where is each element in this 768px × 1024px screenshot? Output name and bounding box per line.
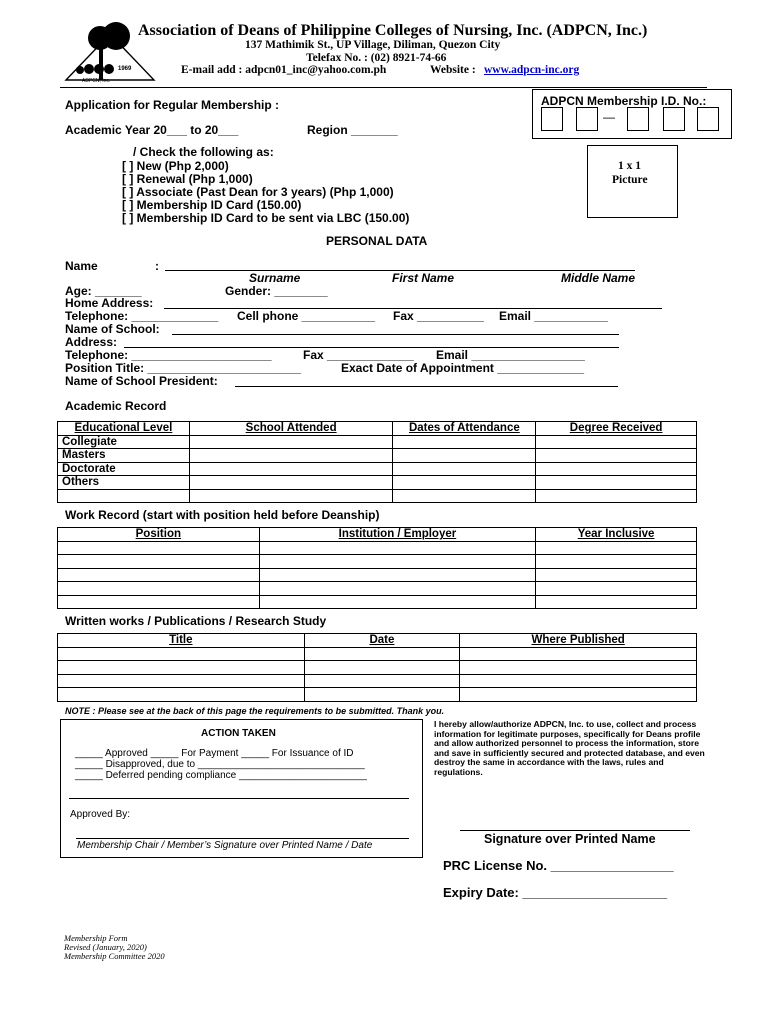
cell-phone-field[interactable]: Cell phone ___________ [237,309,376,323]
col-where-published: Where Published [460,634,697,648]
table-row [58,476,697,490]
table-cell[interactable] [536,541,697,555]
school-name-label: Name of School: [65,322,160,336]
table-row [58,541,697,555]
table-cell[interactable] [304,674,460,688]
table-cell[interactable] [304,661,460,675]
option-renewal[interactable]: [ ] Renewal (Php 1,000) [122,172,253,186]
personal-data-heading: PERSONAL DATA [326,234,428,248]
logo-dot [76,66,84,74]
table-cell[interactable] [536,555,697,569]
table-cell[interactable] [259,541,536,555]
table-cell[interactable] [536,595,697,609]
publications-heading: Written works / Publications / Research Study [65,614,327,628]
expiry-date-field[interactable]: Expiry Date: ____________________ [443,885,668,900]
email2-field[interactable]: Email _________________ [436,348,585,362]
position-title-field[interactable]: Position Title: _______________________ [65,361,301,375]
table-cell[interactable] [259,595,536,609]
school-president-label: Name of School President: [65,374,218,388]
col-degree-received: Degree Received [536,422,697,436]
middle-name-caption: Middle Name [561,271,636,285]
approver-signature-caption: Membership Chair / Member’s Signature over Printed Name / Date [77,840,373,851]
table-cell[interactable] [58,688,305,702]
table-cell[interactable] [189,462,393,476]
signature-line[interactable] [460,830,690,831]
school-president-line[interactable] [235,386,618,387]
header-divider [60,87,707,88]
col-school-attended: School Attended [189,422,393,436]
logo-dot [84,64,94,74]
org-email: E-mail add : adpcn01_inc@yahoo.com.ph [181,64,387,76]
col-date: Date [304,634,460,648]
table-cell[interactable] [58,595,260,609]
signature-label: Signature over Printed Name [484,832,656,846]
col-year-inclusive: Year Inclusive [536,528,697,542]
table-cell[interactable] [259,555,536,569]
table-cell[interactable] [536,568,697,582]
consent-text: I hereby allow/authorize ADPCN, Inc. to use, collect and process information for legitimate purposes, specifically for Deans profile and allow authorized personnel to process the information, store and save in sufficiently secured and protected database, and even destroy the same in accordance with the laws, rules and regulations. [434,719,705,777]
footer-revision: Revised (January, 2020) [64,942,147,952]
table-row [58,462,697,476]
table-cell[interactable] [536,476,697,490]
table-cell[interactable] [393,435,536,449]
school-name-line[interactable] [172,334,619,335]
table-cell[interactable] [259,582,536,596]
name-colon: : [155,259,159,273]
action-remarks-line[interactable] [69,798,409,799]
logo-bar [99,46,103,80]
table-cell[interactable] [189,489,393,503]
id-digit-box[interactable] [663,107,685,131]
org-website-label: Website : [430,64,476,76]
address-label: Address: [65,335,118,349]
table-cell[interactable] [58,541,260,555]
telephone2-field[interactable]: Telephone: _____________________ [65,348,272,362]
option-id-card[interactable]: [ ] Membership ID Card (150.00) [122,198,302,212]
table-row [58,449,697,463]
work-record-heading: Work Record (start with position held before Deanship) [65,508,380,522]
surname-caption: Surname [249,271,301,285]
logo-circle-right [102,22,130,50]
table-cell[interactable] [58,568,260,582]
table-cell[interactable] [536,582,697,596]
prc-license-field[interactable]: PRC License No. _________________ [443,858,674,873]
home-address-label: Home Address: [65,296,154,310]
table-cell[interactable] [393,462,536,476]
table-cell[interactable] [304,688,460,702]
id-dash: — [603,110,615,124]
approver-signature-line[interactable] [76,838,409,839]
age-field[interactable]: Age: _______ [65,284,142,298]
table-cell[interactable] [304,647,460,661]
fax2-field[interactable]: Fax _____________ [303,348,414,362]
table-row [58,489,697,503]
id-digit-box[interactable] [576,107,598,131]
picture-size: 1 x 1 [618,160,641,172]
table-cell[interactable] [536,435,697,449]
table-row [58,435,697,449]
logo-dot [94,64,104,74]
logo-text: ADPCN, Inc. [82,78,111,84]
col-dates-attendance: Dates of Attendance [393,422,536,436]
table-cell[interactable] [189,476,393,490]
table-cell[interactable] [536,489,697,503]
name-label: Name [65,259,98,273]
table-cell[interactable] [259,568,536,582]
picture-label: Picture [612,174,648,186]
table-cell[interactable] [460,688,697,702]
table-row [58,688,697,702]
table-cell[interactable] [536,449,697,463]
academic-record-heading: Academic Record [65,399,167,413]
org-website-link[interactable]: www.adpcn-inc.org [484,64,580,76]
id-digit-box[interactable] [697,107,719,131]
table-row [58,647,697,661]
work-record-table [57,527,697,609]
table-cell[interactable] [393,449,536,463]
check-intro: / Check the following as: [133,145,274,159]
note-text: NOTE : Please see at the back of this page the requirements to be submitted. Thank you. [65,706,445,716]
table-cell[interactable] [58,582,260,596]
table-cell[interactable] [189,435,393,449]
option-new[interactable]: [ ] New (Php 2,000) [122,159,229,173]
action-approved-line[interactable]: _____ Approved _____ For Payment _____ For Issuance of ID [75,748,354,759]
col-educational-level: Educational Level [58,422,190,436]
logo-dot [104,64,114,74]
col-title: Title [58,634,305,648]
col-institution: Institution / Employer [259,528,536,542]
table-cell[interactable] [393,489,536,503]
table-cell[interactable] [189,449,393,463]
logo-year: 1969 [118,66,132,72]
approved-by-label: Approved By: [70,809,131,820]
table-cell[interactable] [58,661,305,675]
option-id-card-lbc[interactable]: [ ] Membership ID Card to be sent via LBC (150.00) [122,211,410,225]
table-row [58,555,697,569]
level-doctorate: Doctorate [58,462,190,476]
table-cell[interactable] [460,647,697,661]
id-digit-box[interactable] [627,107,649,131]
table-cell[interactable] [460,661,697,675]
appointment-date-field[interactable]: Exact Date of Appointment _____________ [341,361,584,375]
table-cell[interactable] [58,555,260,569]
academic-record-table [57,421,697,503]
academic-year-field[interactable]: Academic Year 20___ to 20___ [65,123,239,137]
table-cell[interactable] [536,462,697,476]
action-taken-heading: ACTION TAKEN [201,728,276,739]
table-cell[interactable] [393,476,536,490]
membership-id-label: ADPCN Membership I.D. No.: [541,94,707,108]
option-associate[interactable]: [ ] Associate (Past Dean for 3 years) (Php 1,000) [122,185,394,199]
footer-form-name: Membership Form [64,933,128,943]
email-field[interactable]: Email ___________ [499,309,608,323]
org-telefax: Telefax No. : (02) 8921-74-66 [306,52,447,64]
level-collegiate: Collegiate [58,435,190,449]
region-field[interactable]: Region _______ [307,123,398,137]
table-cell[interactable] [58,674,305,688]
publications-table [57,633,697,702]
org-address: 137 Mathimik St., UP Village, Diliman, Quezon City [245,39,501,51]
level-masters: Masters [58,449,190,463]
gender-field[interactable]: Gender: ________ [225,284,328,298]
table-row [58,661,697,675]
id-digit-box[interactable] [541,107,563,131]
org-name: Association of Deans of Philippine Colleges of Nursing, Inc. (ADPCN, Inc.) [138,22,648,39]
table-row [58,582,697,596]
action-disapproved-line[interactable]: _____ Disapproved, due to ______________________________ [75,759,365,770]
table-row [58,674,697,688]
footer-committee: Membership Committee 2020 [64,951,165,961]
table-row [58,568,697,582]
first-name-caption: First Name [392,271,455,285]
table-cell[interactable] [58,489,190,503]
table-row [58,595,697,609]
table-cell[interactable] [460,674,697,688]
application-title: Application for Regular Membership : [65,98,280,112]
action-deferred-line[interactable]: _____ Deferred pending compliance _______________________ [75,770,367,781]
level-others: Others [58,476,190,490]
table-cell[interactable] [58,647,305,661]
fax-field[interactable]: Fax __________ [393,309,484,323]
telephone-field[interactable]: Telephone: _____________ [65,309,219,323]
col-position: Position [58,528,260,542]
